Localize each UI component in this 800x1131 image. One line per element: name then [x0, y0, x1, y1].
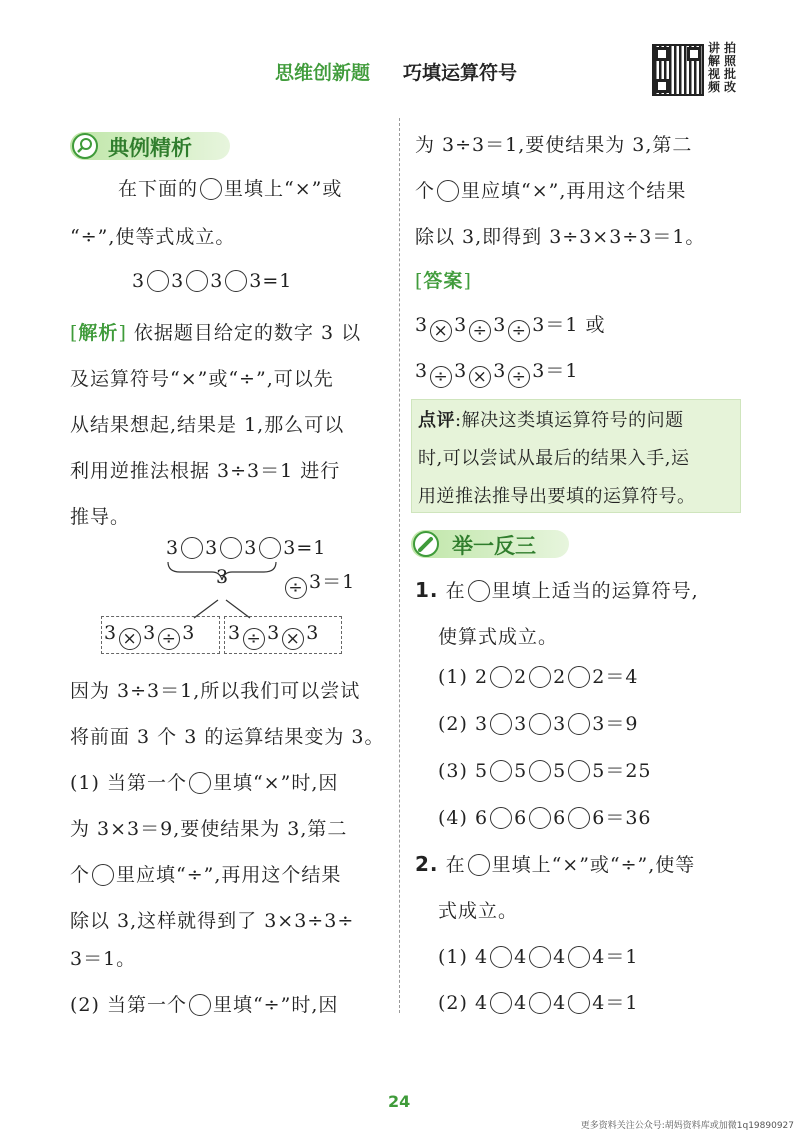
diagram-under: 3 — [216, 566, 230, 588]
comment-line-3: 用逆推法推导出要填的运算符号。 — [418, 486, 696, 507]
diagram-box-1-content: 3 × 3 ÷ 3 — [104, 622, 196, 649]
answer-line-1: 3 × 3 ÷ 3 ÷ 3＝1 或 — [415, 314, 606, 341]
qr-label-grade: 拍照批改 — [724, 41, 737, 94]
pencil-icon — [413, 531, 439, 557]
header-title: 巧填运算符号 — [403, 62, 518, 84]
comment-label: 点评 — [418, 410, 455, 431]
q1-number: 1. — [415, 578, 439, 602]
problem-line-1: 在下面的 里填上“×”或 — [118, 178, 343, 200]
magnifier-icon — [72, 133, 98, 159]
cont-line-1: 为 3÷3＝1,要使结果为 3,第二 — [415, 134, 693, 156]
q2-line-1: 2. 在 里填上“×”或“÷”,使等 — [415, 852, 696, 876]
problem-line-2: “÷”,使等式成立。 — [70, 226, 236, 248]
section-title-example: 典例精析 — [108, 136, 192, 160]
diagram-box-2-content: 3 ÷ 3 × 3 — [228, 622, 320, 649]
qr-label-video: 讲解视频 — [708, 41, 721, 94]
q1-item-3: (3) 5 5 5 5＝25 — [438, 760, 652, 782]
header-category: 思维创新题 — [275, 62, 371, 84]
q2-item-1: (1) 4 4 4 4＝1 — [438, 946, 639, 968]
answer-label: 答案 — [423, 270, 464, 292]
comment-line-2: 时,可以尝试从最后的结果入手,运 — [418, 448, 690, 469]
page-number: 24 — [388, 1092, 411, 1111]
column-divider — [399, 118, 400, 1013]
qr-code-icon[interactable] — [652, 44, 704, 96]
body-line-6: 除以 3,这样就得到了 3×3÷3÷ — [70, 910, 355, 932]
problem-equation: 3 3 3 3=1 — [132, 270, 293, 292]
body-line-3: (1) 当第一个 里填“×”时,因 — [70, 772, 339, 794]
q1-item-4: (4) 6 6 6 6＝36 — [438, 807, 652, 829]
diagram-row-2: ÷ 3＝1 — [283, 567, 355, 599]
analysis-line-5: 推导。 — [70, 506, 131, 528]
diagram-row-1: 3 3 3 3=1 — [166, 537, 327, 559]
comment-line-1: 点评:解决这类填运算符号的问题 — [418, 410, 684, 431]
body-line-8: (2) 当第一个 里填“÷”时,因 — [70, 994, 339, 1016]
q1-line-2: 使算式成立。 — [438, 626, 559, 648]
q1-line-1: 1. 在 里填上适当的运算符号, — [415, 578, 699, 602]
analysis-line-1: [解析] 依据题目给定的数字 3 以 — [70, 322, 362, 344]
q2-item-2: (2) 4 4 4 4＝1 — [438, 992, 639, 1014]
body-line-5: 个 里应填“÷”,再用这个结果 — [70, 864, 342, 886]
q2-line-2: 式成立。 — [438, 900, 519, 922]
body-line-2: 将前面 3 个 3 的运算结果变为 3。 — [70, 726, 385, 748]
q2-number: 2. — [415, 852, 439, 876]
footer-note: 更多资料关注公众号:胡妈资料库或加微1q19890927 — [580, 1121, 794, 1131]
analysis-label: 解析 — [78, 322, 119, 344]
blank-circle — [200, 178, 222, 200]
cont-line-3: 除以 3,即得到 3÷3×3÷3＝1。 — [415, 226, 706, 248]
body-line-1: 因为 3÷3＝1,所以我们可以尝试 — [70, 680, 361, 702]
q1-item-1: (1) 2 2 2 2＝4 — [438, 666, 639, 688]
answer-label-line: [答案] — [415, 270, 472, 292]
comment-box — [411, 399, 741, 513]
cont-line-2: 个 里应填“×”,再用这个结果 — [415, 180, 687, 202]
analysis-line-4: 利用逆推法根据 3÷3＝1 进行 — [70, 460, 341, 482]
analysis-line-3: 从结果想起,结果是 1,那么可以 — [70, 414, 345, 436]
q1-item-2: (2) 3 3 3 3＝9 — [438, 713, 639, 735]
body-line-4: 为 3×3＝9,要使结果为 3,第二 — [70, 818, 348, 840]
body-line-7: 3＝1。 — [70, 948, 137, 970]
answer-line-2: 3 ÷ 3 × 3 ÷ 3＝1 — [415, 360, 579, 387]
analysis-line-2: 及运算符号“×”或“÷”,可以先 — [70, 368, 334, 390]
section-title-practice: 举一反三 — [452, 534, 536, 558]
